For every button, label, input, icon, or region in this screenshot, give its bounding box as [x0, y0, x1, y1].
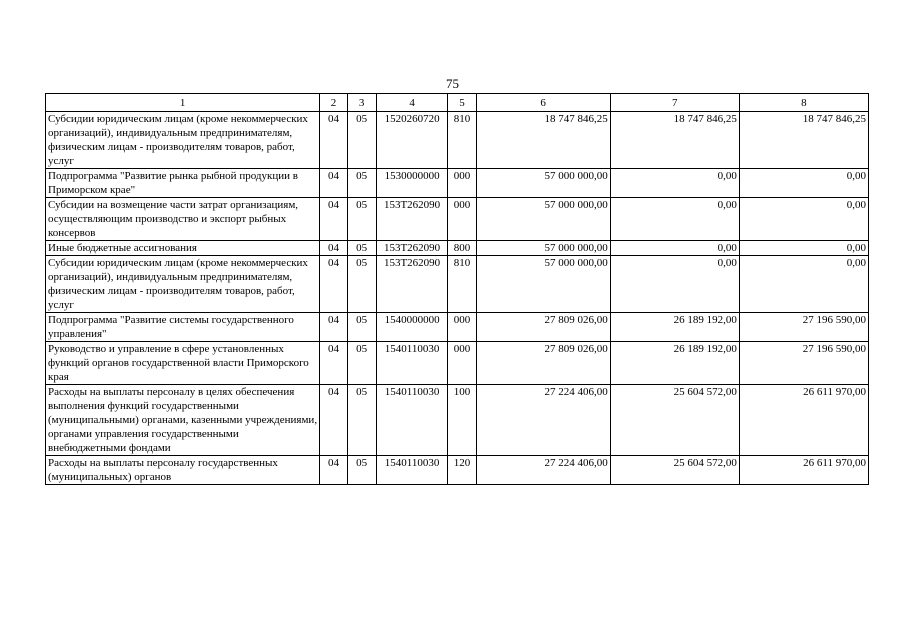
row-amount-col6: 57 000 000,00	[476, 169, 610, 198]
table-row	[46, 169, 869, 198]
row-subsection-code: 05	[347, 313, 376, 342]
row-name: Субсидии юридическим лицам (кроме некоммерческих организаций), индивидуальным предпринимателям, физическим лицам - производителям товаров, работ, услуг	[46, 112, 320, 169]
header-cell-7: 7	[610, 94, 739, 112]
row-amount-col8: 18 747 846,25	[739, 112, 868, 169]
row-section-code: 04	[320, 342, 347, 385]
row-name: Субсидии юридическим лицам (кроме некоммерческих организаций), индивидуальным предпринимателям, физическим лицам - производителям товаров, работ, услуг	[46, 256, 320, 313]
row-target-code: 1520260720	[376, 112, 448, 169]
row-subsection-code: 05	[347, 112, 376, 169]
row-section-code: 04	[320, 256, 347, 313]
row-section-code: 04	[320, 385, 347, 456]
row-amount-col7: 25 604 572,00	[610, 456, 739, 485]
header-cell-2: 2	[320, 94, 347, 112]
row-section-code: 04	[320, 313, 347, 342]
row-amount-col6: 57 000 000,00	[476, 241, 610, 256]
row-amount-col6: 27 809 026,00	[476, 313, 610, 342]
row-target-code: 153Т262090	[376, 241, 448, 256]
row-target-code: 1540000000	[376, 313, 448, 342]
row-amount-col7: 25 604 572,00	[610, 385, 739, 456]
row-amount-col7: 18 747 846,25	[610, 112, 739, 169]
row-amount-col6: 57 000 000,00	[476, 198, 610, 241]
row-expense-type-code: 000	[448, 342, 476, 385]
table-row	[46, 241, 869, 256]
table-row	[46, 385, 869, 456]
table-row	[46, 456, 869, 485]
row-amount-col8: 0,00	[739, 256, 868, 313]
row-section-code: 04	[320, 198, 347, 241]
row-amount-col8: 0,00	[739, 198, 868, 241]
row-section-code: 04	[320, 241, 347, 256]
row-target-code: 1540110030	[376, 385, 448, 456]
row-amount-col8: 0,00	[739, 169, 868, 198]
row-name: Иные бюджетные ассигнования	[46, 241, 320, 256]
row-amount-col8: 27 196 590,00	[739, 313, 868, 342]
row-expense-type-code: 800	[448, 241, 476, 256]
row-name: Расходы на выплаты персоналу в целях обеспечения выполнения функций государственными (муниципальными) органами, казенными учреждениями, органами управления государственными внебюджетными фондами	[46, 385, 320, 456]
row-target-code: 1540110030	[376, 342, 448, 385]
table-row	[46, 342, 869, 385]
row-target-code: 153Т262090	[376, 198, 448, 241]
row-expense-type-code: 810	[448, 256, 476, 313]
row-name: Руководство и управление в сфере установленных функций органов государственной власти Приморского края	[46, 342, 320, 385]
row-expense-type-code: 000	[448, 198, 476, 241]
row-section-code: 04	[320, 169, 347, 198]
row-amount-col8: 0,00	[739, 241, 868, 256]
row-name: Субсидии на возмещение части затрат организациям, осуществляющим производство и экспорт рыбных консервов	[46, 198, 320, 241]
row-subsection-code: 05	[347, 256, 376, 313]
header-row	[46, 94, 869, 112]
row-section-code: 04	[320, 456, 347, 485]
row-subsection-code: 05	[347, 456, 376, 485]
row-amount-col7: 26 189 192,00	[610, 313, 739, 342]
row-amount-col7: 0,00	[610, 169, 739, 198]
table-row	[46, 198, 869, 241]
budget-table	[45, 93, 869, 485]
table-row	[46, 112, 869, 169]
row-amount-col8: 26 611 970,00	[739, 456, 868, 485]
header-cell-4: 4	[376, 94, 448, 112]
row-expense-type-code: 100	[448, 385, 476, 456]
row-amount-col8: 27 196 590,00	[739, 342, 868, 385]
row-target-code: 1530000000	[376, 169, 448, 198]
table-header	[46, 94, 869, 112]
header-cell-3: 3	[347, 94, 376, 112]
row-amount-col6: 27 224 406,00	[476, 385, 610, 456]
row-expense-type-code: 000	[448, 169, 476, 198]
row-amount-col6: 27 809 026,00	[476, 342, 610, 385]
table-row	[46, 313, 869, 342]
row-target-code: 153Т262090	[376, 256, 448, 313]
row-name: Расходы на выплаты персоналу государственных (муниципальных) органов	[46, 456, 320, 485]
row-expense-type-code: 810	[448, 112, 476, 169]
row-subsection-code: 05	[347, 198, 376, 241]
page-number: 75	[446, 76, 459, 91]
row-subsection-code: 05	[347, 169, 376, 198]
row-amount-col6: 18 747 846,25	[476, 112, 610, 169]
row-subsection-code: 05	[347, 342, 376, 385]
row-subsection-code: 05	[347, 241, 376, 256]
row-expense-type-code: 000	[448, 313, 476, 342]
row-amount-col6: 57 000 000,00	[476, 256, 610, 313]
row-subsection-code: 05	[347, 385, 376, 456]
row-amount-col7: 0,00	[610, 256, 739, 313]
header-cell-1: 1	[46, 94, 320, 112]
row-amount-col7: 0,00	[610, 198, 739, 241]
row-name: Подпрограмма "Развитие рынка рыбной продукции в Приморском крае"	[46, 169, 320, 198]
header-cell-5: 5	[448, 94, 476, 112]
header-cell-6: 6	[476, 94, 610, 112]
row-amount-col7: 0,00	[610, 241, 739, 256]
row-amount-col6: 27 224 406,00	[476, 456, 610, 485]
row-expense-type-code: 120	[448, 456, 476, 485]
row-section-code: 04	[320, 112, 347, 169]
row-target-code: 1540110030	[376, 456, 448, 485]
row-amount-col8: 26 611 970,00	[739, 385, 868, 456]
row-amount-col7: 26 189 192,00	[610, 342, 739, 385]
table-row	[46, 256, 869, 313]
table-body	[46, 112, 869, 485]
header-cell-8: 8	[739, 94, 868, 112]
row-name: Подпрограмма "Развитие системы государственного управления"	[46, 313, 320, 342]
